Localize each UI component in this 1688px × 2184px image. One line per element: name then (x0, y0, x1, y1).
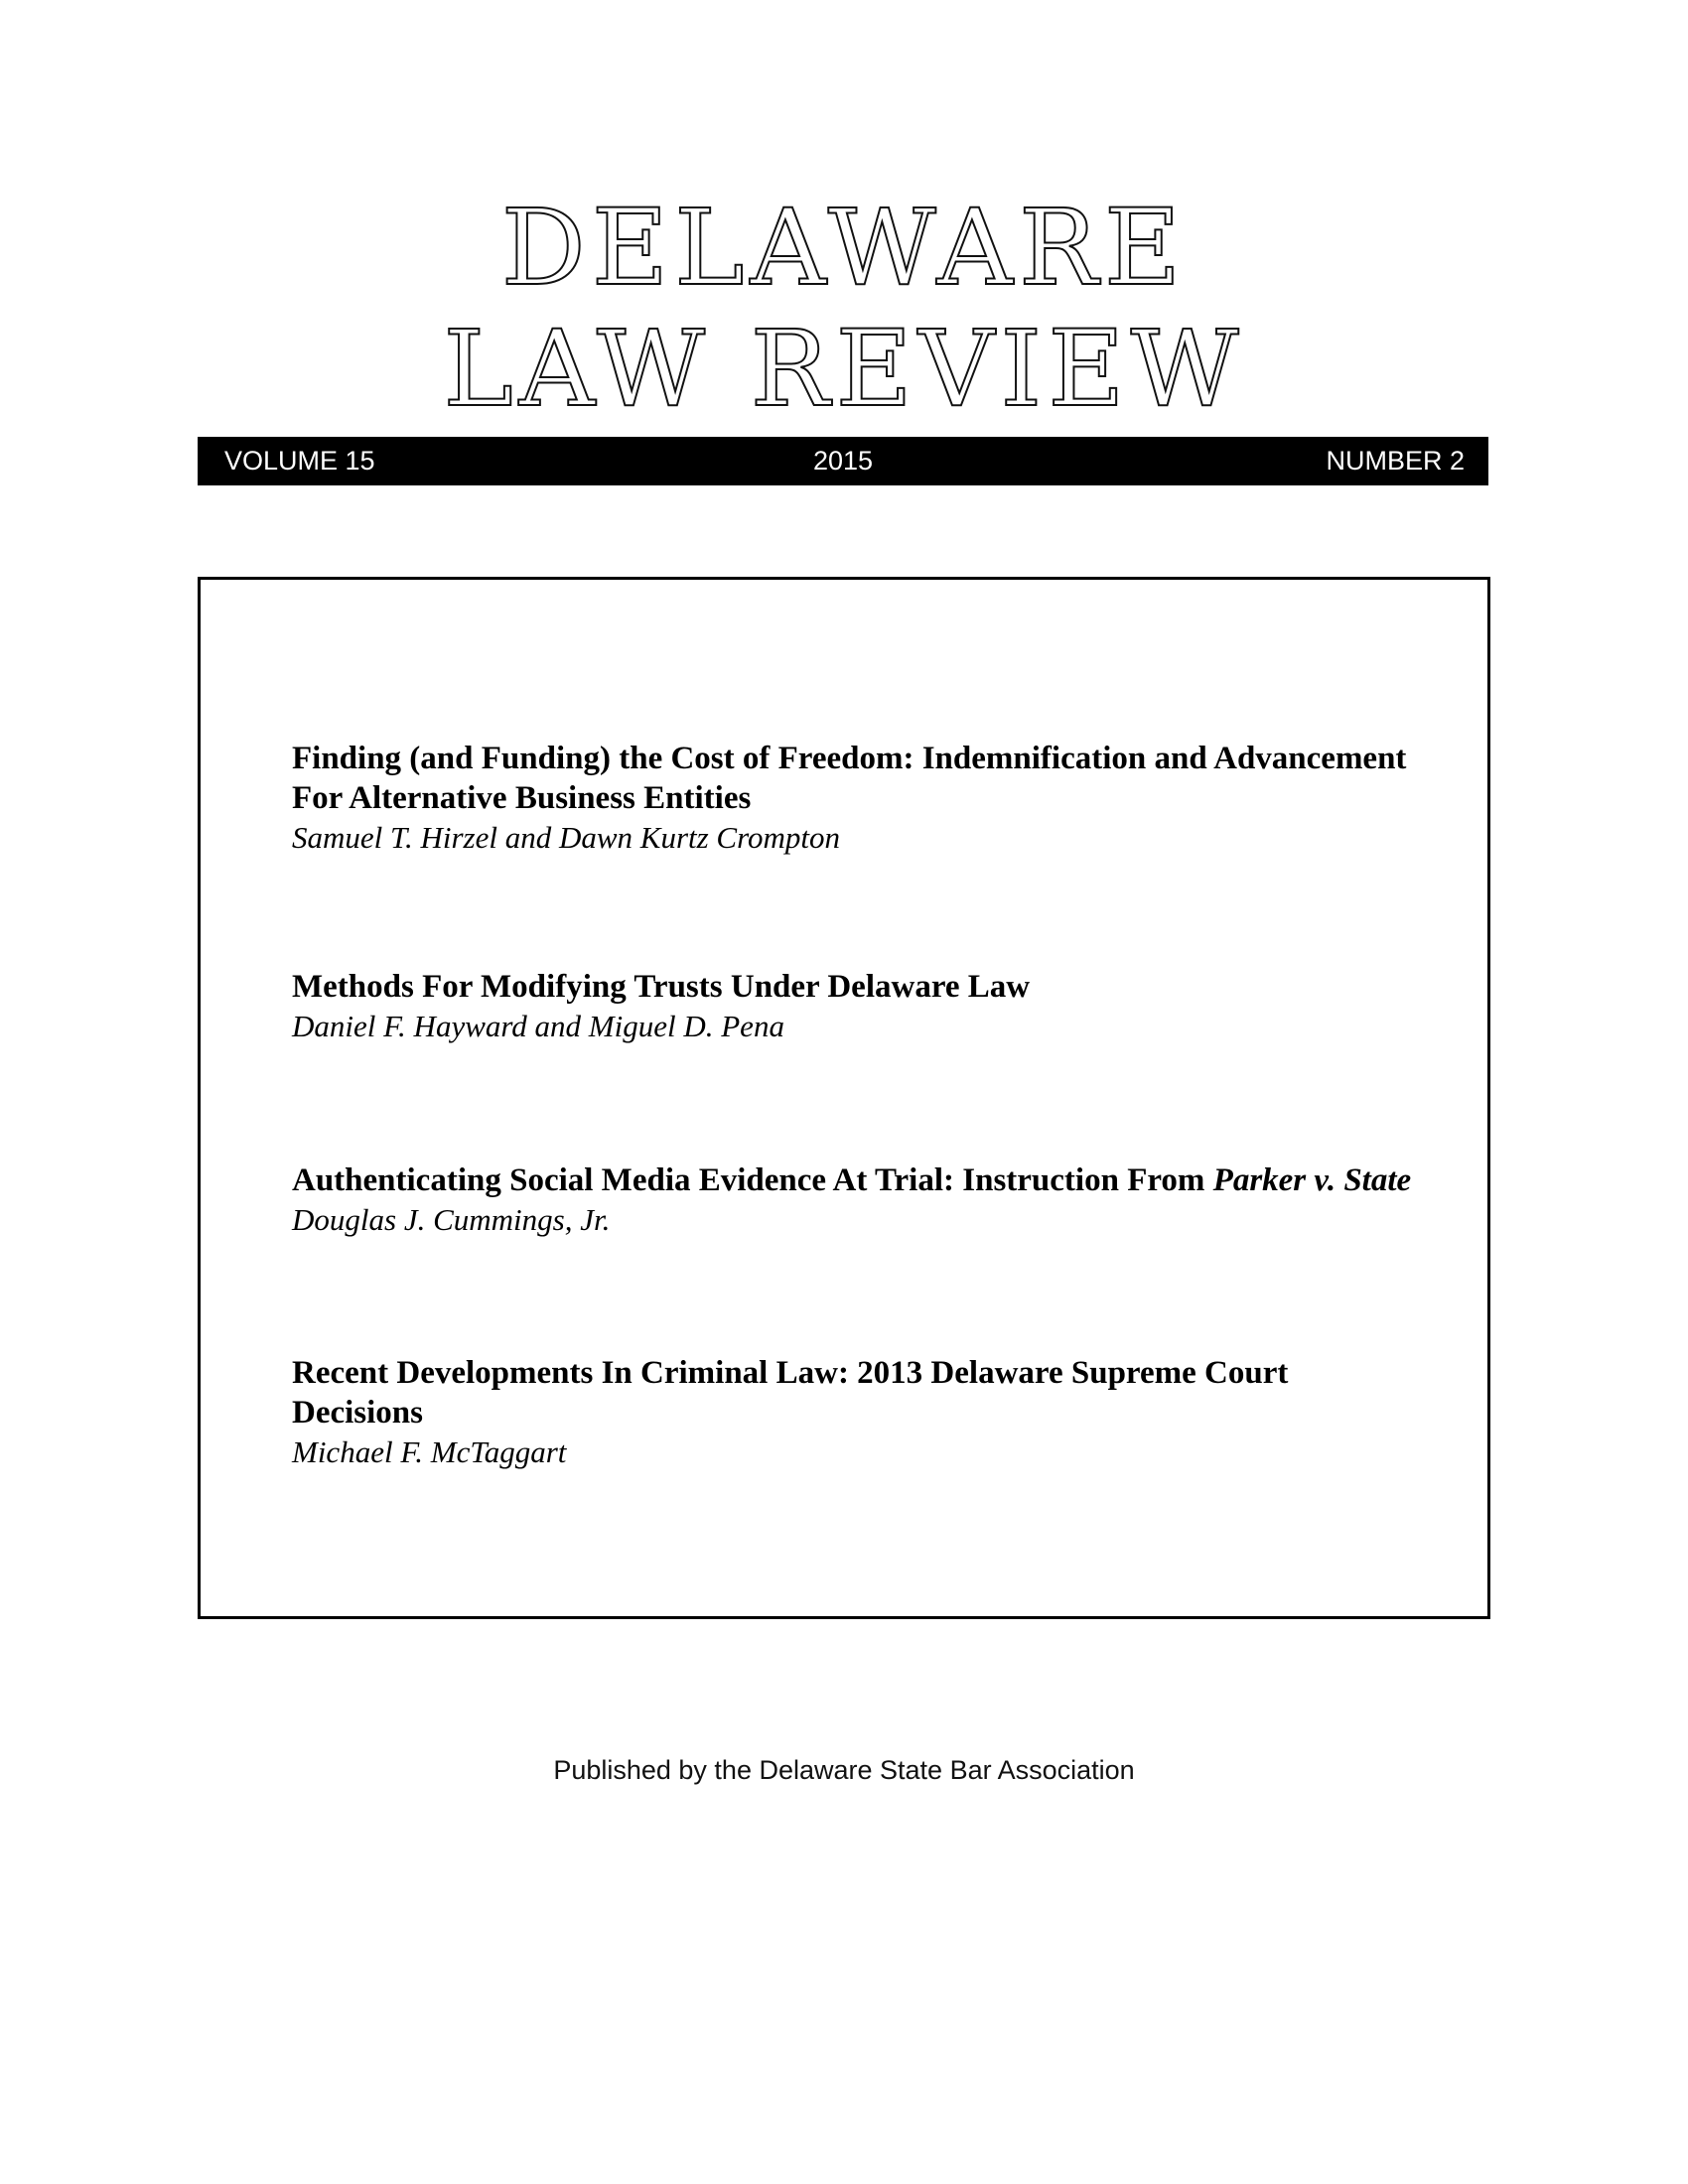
article-title: Methods For Modifying Trusts Under Delaware Law (292, 969, 1031, 1005)
issue-number: NUMBER 2 (1326, 446, 1465, 476)
article-entry-1 (292, 739, 1424, 857)
masthead-title-line2: LAW REVIEW (443, 308, 1245, 430)
publisher-line: Published by the Delaware State Bar Association (553, 1755, 1135, 1785)
article-entry-4 (292, 1353, 1424, 1471)
article-authors: Michael F. McTaggart (292, 1434, 567, 1469)
issue-bar (198, 437, 1488, 485)
article-title: Recent Developments In Criminal Law: 2013 Delaware Supreme Court Decisions (292, 1355, 1289, 1431)
table-of-contents (198, 577, 1490, 1619)
issue-year: 2015 (812, 446, 874, 476)
issue-volume: VOLUME 15 (224, 446, 375, 476)
article-title (292, 739, 1424, 818)
article-authors: Samuel T. Hirzel and Dawn Kurtz Crompton (292, 820, 841, 855)
masthead-title-line1: DELAWARE (500, 187, 1188, 309)
article-title-main: Authenticating Social Media Evidence At Trial: Instruction From (292, 1162, 1213, 1198)
article-authors: Daniel F. Hayward and Miguel D. Pena (292, 1009, 784, 1043)
article-entry-3 (292, 1160, 1424, 1239)
article-title-case-name: Parker v. State (1212, 1162, 1412, 1198)
article-title (292, 1160, 1424, 1200)
article-title-line1: Finding (and Funding) the Cost of Freedom: Indemnification and Advancement (292, 741, 1407, 776)
article-entry-2 (292, 967, 1424, 1045)
article-authors: Douglas J. Cummings, Jr. (292, 1202, 611, 1237)
article-title-line2: For Alternative Business Entities (292, 780, 752, 816)
